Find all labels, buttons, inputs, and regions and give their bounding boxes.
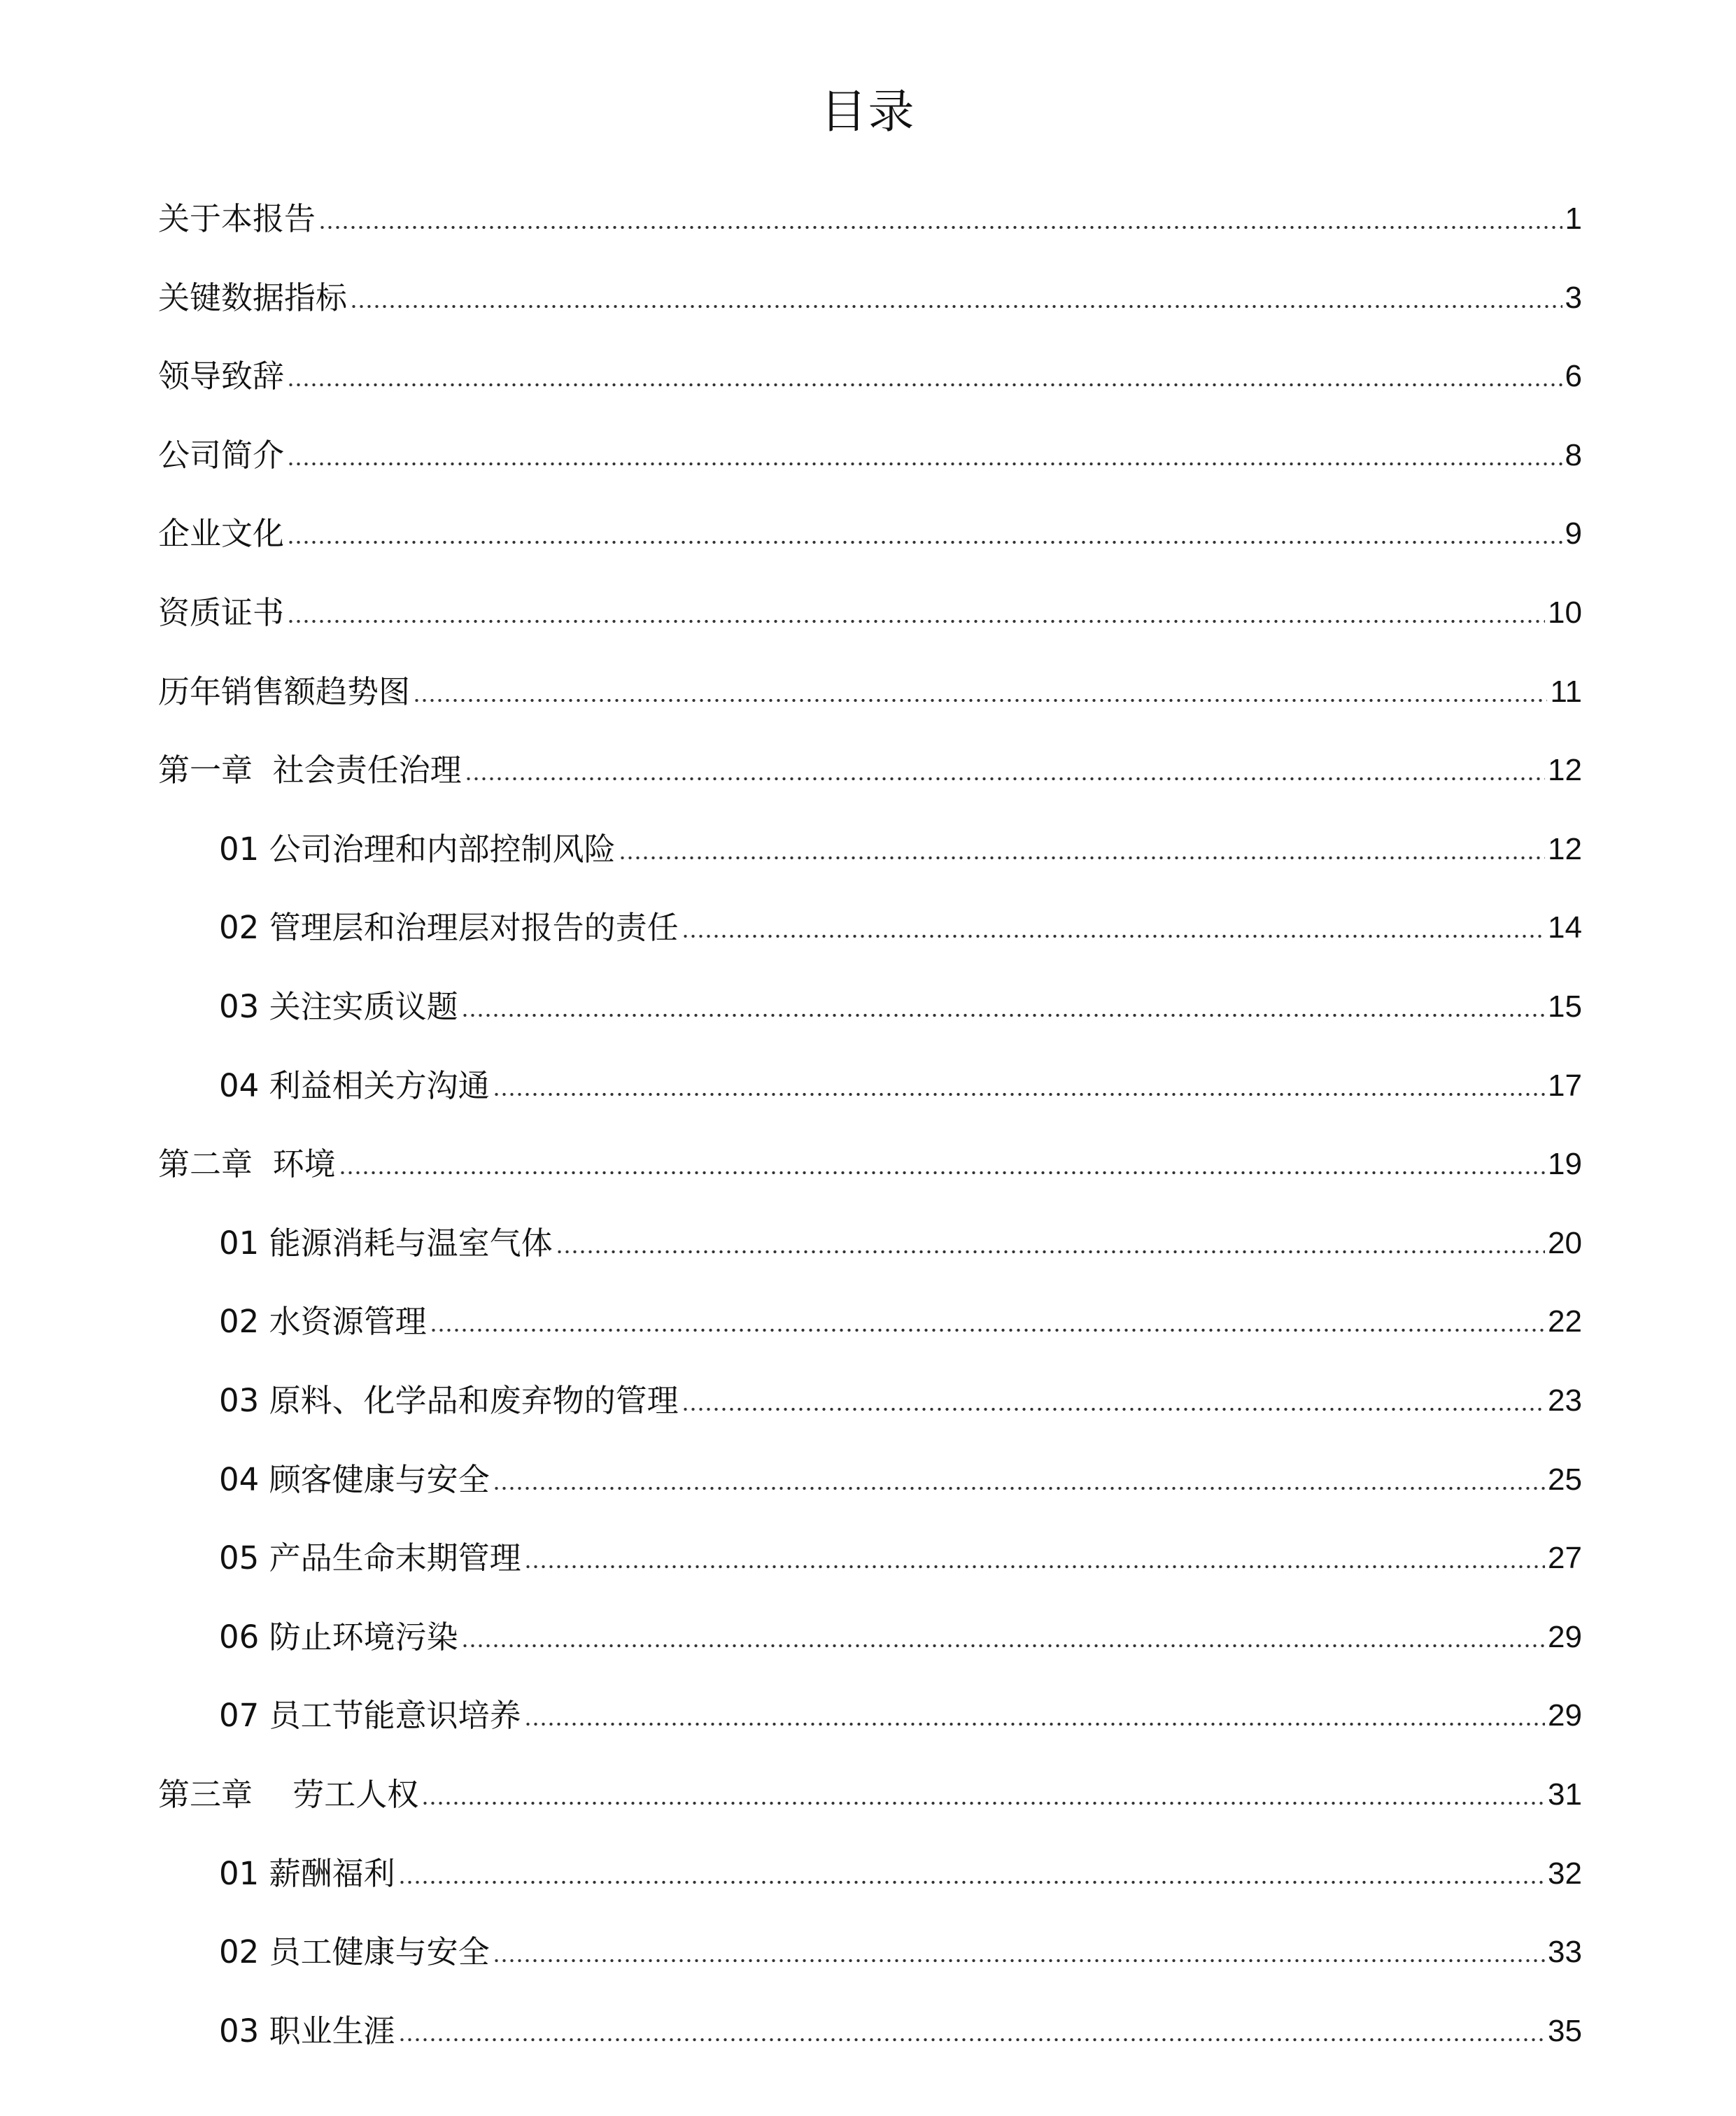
toc-entry-label: 03 关注实质议题 xyxy=(219,988,458,1025)
toc-entry-label: 第三章 劳工人权 xyxy=(158,1776,419,1813)
toc-page-number: 10 xyxy=(1548,595,1582,630)
toc-page-number: 11 xyxy=(1550,674,1582,709)
toc-dot-leader xyxy=(398,1879,1545,1885)
toc-page-number: 35 xyxy=(1548,2013,1582,2048)
toc-entry-label: 02 员工健康与安全 xyxy=(219,1933,490,1971)
toc-entry[interactable] xyxy=(219,1208,1582,1264)
toc-page-number: 9 xyxy=(1565,516,1582,551)
toc-page-number: 6 xyxy=(1565,359,1582,394)
toc-dot-leader xyxy=(287,619,1545,624)
toc-entry[interactable] xyxy=(158,657,1582,713)
toc-entry-label: 历年销售额趋势图 xyxy=(158,672,411,710)
toc-entry[interactable] xyxy=(219,1996,1582,2052)
toc-page-number: 1 xyxy=(1565,202,1582,236)
toc-entry-label: 公司简介 xyxy=(158,436,285,474)
toc-dot-leader xyxy=(430,1327,1545,1333)
toc-entry-label: 03 职业生涯 xyxy=(219,2012,395,2050)
toc-entry-label: 关于本报告 xyxy=(158,200,316,237)
toc-entry-label: 01 公司治理和内部控制风险 xyxy=(219,830,616,868)
toc-entry[interactable] xyxy=(219,1917,1582,1973)
toc-entry-label: 02 水资源管理 xyxy=(219,1303,427,1341)
toc-entry[interactable] xyxy=(219,1839,1582,1895)
toc-entry-label: 企业文化 xyxy=(158,515,285,553)
toc-page-number: 29 xyxy=(1548,1619,1582,1654)
toc-entry-label: 03 原料、化学品和废弃物的管理 xyxy=(219,1382,679,1419)
toc-entry[interactable] xyxy=(219,1366,1582,1422)
toc-dot-leader xyxy=(461,1643,1545,1649)
toc-entry-label: 第二章 环境 xyxy=(158,1145,336,1183)
toc-entry-label: 02 管理层和治理层对报告的责任 xyxy=(219,909,679,947)
toc-page-number: 27 xyxy=(1548,1541,1582,1576)
toc-entry[interactable] xyxy=(158,1760,1582,1816)
page-title: 目录 xyxy=(820,85,916,139)
toc-entry[interactable] xyxy=(158,1129,1582,1185)
toc-dot-leader xyxy=(318,225,1562,230)
toc-entry[interactable] xyxy=(219,1523,1582,1579)
toc-page-number: 33 xyxy=(1548,1935,1582,1970)
toc-entry[interactable] xyxy=(219,893,1582,949)
toc-dot-leader xyxy=(493,1486,1545,1491)
toc-entry-label: 04 利益相关方沟通 xyxy=(219,1066,490,1104)
toc-dot-leader xyxy=(287,461,1562,467)
toc-entry-label: 关键数据指标 xyxy=(158,278,348,316)
toc-entry[interactable] xyxy=(219,1445,1582,1501)
toc-page-number: 12 xyxy=(1548,831,1582,866)
toc-entry[interactable] xyxy=(219,1287,1582,1343)
toc-entry[interactable] xyxy=(158,578,1582,634)
toc-page-number: 15 xyxy=(1548,989,1582,1024)
toc-entry[interactable] xyxy=(158,184,1582,240)
toc-entry[interactable] xyxy=(158,341,1582,397)
toc-entry[interactable] xyxy=(219,1051,1582,1107)
toc-entry[interactable] xyxy=(219,1602,1582,1658)
toc-dot-leader xyxy=(287,539,1562,545)
toc-page-number: 25 xyxy=(1548,1462,1582,1497)
toc-entry[interactable] xyxy=(219,972,1582,1028)
toc-dot-leader xyxy=(682,1406,1545,1412)
toc-page-number: 19 xyxy=(1548,1147,1582,1182)
toc-entry-label: 05 产品生命末期管理 xyxy=(219,1539,521,1577)
toc-page-number: 31 xyxy=(1548,1777,1582,1812)
toc-dot-leader xyxy=(524,1564,1545,1570)
toc-entry[interactable] xyxy=(158,421,1582,477)
toc-dot-leader xyxy=(350,304,1562,309)
toc-entry-label: 07 员工节能意识培养 xyxy=(219,1697,521,1735)
toc-page-number: 12 xyxy=(1548,753,1582,788)
toc-page-number: 22 xyxy=(1548,1304,1582,1339)
toc-dot-leader xyxy=(413,698,1547,703)
toc-dot-leader xyxy=(461,1013,1545,1018)
toc-entry-label: 领导致辞 xyxy=(158,358,285,395)
toc-entry-label: 01 能源消耗与温室气体 xyxy=(219,1224,553,1262)
toc-entry-label: 第一章 社会责任治理 xyxy=(158,752,462,789)
toc-dot-leader xyxy=(339,1170,1545,1176)
toc-dot-leader xyxy=(465,776,1545,782)
toc-entry[interactable] xyxy=(158,263,1582,319)
toc-entry-label: 01 薪酬福利 xyxy=(219,1854,395,1892)
toc-dot-leader xyxy=(287,382,1562,388)
toc-entry[interactable] xyxy=(219,814,1582,870)
toc-page-number: 14 xyxy=(1548,910,1582,945)
toc-page-number: 29 xyxy=(1548,1698,1582,1733)
toc-dot-leader xyxy=(398,2037,1545,2043)
toc-page-number: 23 xyxy=(1548,1383,1582,1418)
toc-entry-label: 资质证书 xyxy=(158,594,285,631)
toc-dot-leader xyxy=(493,1958,1545,1963)
toc-entry-label: 04 顾客健康与安全 xyxy=(219,1460,490,1498)
toc-page-number: 17 xyxy=(1548,1068,1582,1103)
toc-entry[interactable] xyxy=(158,499,1582,555)
toc-entry[interactable] xyxy=(158,735,1582,791)
toc-dot-leader xyxy=(524,1721,1545,1727)
toc-entry-label: 06 防止环境污染 xyxy=(219,1618,458,1656)
toc-page-number: 32 xyxy=(1548,1856,1582,1891)
toc-dot-leader xyxy=(421,1800,1545,1806)
toc-entry[interactable] xyxy=(219,1681,1582,1737)
toc-page-number: 20 xyxy=(1548,1225,1582,1260)
toc-dot-leader xyxy=(682,933,1545,939)
toc-dot-leader xyxy=(619,855,1545,861)
toc-page-number: 8 xyxy=(1565,437,1582,472)
toc-page-number: 3 xyxy=(1565,280,1582,315)
toc-dot-leader xyxy=(493,1092,1545,1097)
toc-dot-leader xyxy=(556,1249,1545,1255)
